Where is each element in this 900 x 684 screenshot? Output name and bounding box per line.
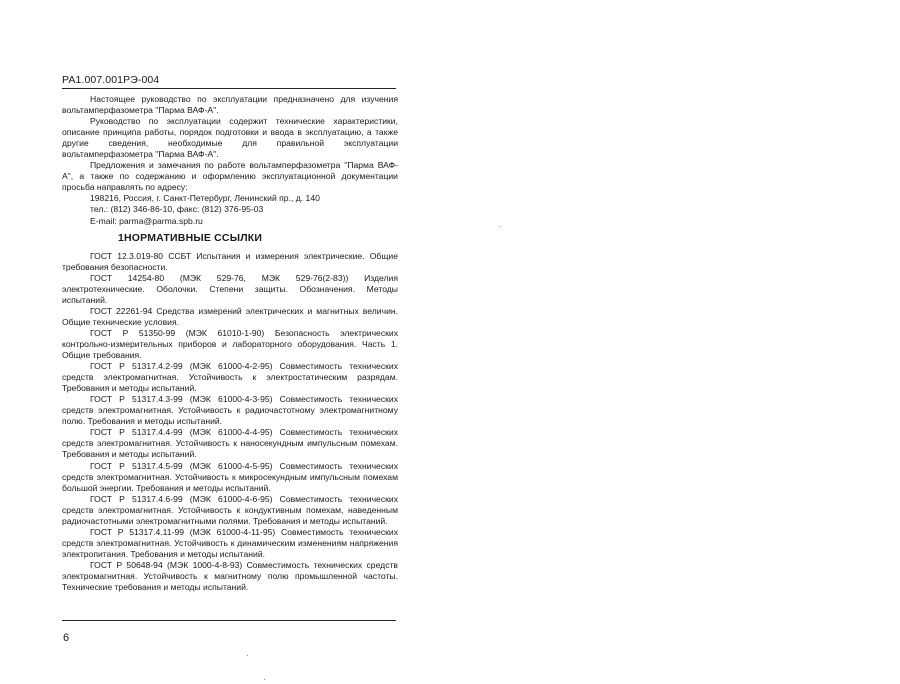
page-body (62, 94, 398, 593)
scan-speck (247, 655, 248, 656)
reference-item: ГОСТ Р 51317.4.5-99 (МЭК 61000-4-5-95) Совместимость технических средств электромагнитная. Устойчивость к микросекундным импульсным помехам большой энергии. Требования и методы испытаний. (62, 460, 398, 493)
reference-item: ГОСТ Р 51317.4.11-99 (МЭК 61000-4-11-95) Совместимость технических средств электромагнитная. Устойчивость к динамическим изменениям напряжения электропитания. Требования и методы испытаний. (62, 526, 398, 559)
reference-item: ГОСТ Р 51317.4.6-99 (МЭК 61000-4-6-95) Совместимость технических средств электромагнитная. Устойчивость к кондуктивным помехам, наведенным радиочастотными электромагнитными полями. Требования и методы испытаний. (62, 493, 398, 526)
reference-item: ГОСТ Р 51350-99 (МЭК 61010-1-90) Безопасность электрических контрольно-измерительных приборов и лабораторного оборудования. Часть 1. Общие требования. (62, 327, 398, 361)
page-number: 6 (63, 632, 70, 644)
section-heading (62, 233, 398, 244)
phone-fax: тел.: (812) 346-86-10, факс: (812) 376-95-03 (90, 204, 264, 215)
postal-address: 198216, Россия, г. Санкт-Петербург, Ленинский пр., д. 140 (90, 193, 320, 204)
document-page (62, 66, 398, 656)
email-address: E-mail: parma@parma.spb.ru (90, 215, 203, 226)
reference-item: ГОСТ 22261-94 Средства измерений электрических и магнитных величин. Общие технические условия. (62, 305, 398, 327)
section-title: НОРМАТИВНЫЕ ССЫЛКИ (124, 231, 263, 244)
reference-item: ГОСТ 12.3.019-80 ССБТ Испытания и измерения электрические. Общие требования безопасности. (62, 250, 398, 272)
document-code: РА1.007.001РЭ-004 (62, 74, 160, 86)
footer-divider (62, 620, 396, 621)
reference-item: ГОСТ Р 51317.4.3-99 (МЭК 61000-4-3-95) Совместимость технических средств электромагнитная. Устойчивость к радиочастотному электромагнитному полю. Требования и методы испытаний. (62, 394, 398, 427)
reference-item: ГОСТ Р 51317.4.4-99 (МЭК 61000-4-4-95) Совместимость технических средств электромагнитная. Устойчивость к наносекундным импульсным помехам. Требования и методы испытаний. (62, 427, 398, 460)
header-divider (62, 88, 396, 89)
section-number: 1 (118, 231, 125, 244)
reference-item: ГОСТ Р 51317.4.2-99 (МЭК 61000-4-2-95) Совместимость технических средств электромагнитная. Устойчивость к электростатическим разрядам. Требования и методы испытаний. (62, 361, 398, 394)
intro-paragraph-feedback: Предложения и замечания по работе вольтамперфазометра "Парма ВАФ-А", а также по содержанию и оформлению эксплуатационной документации просьба направлять по адресу: (62, 160, 398, 193)
scan-speck (500, 226, 501, 227)
intro-paragraph-purpose: Настоящее руководство по эксплуатации предназначено для изучения вольтамперфазометра "Парма ВАФ-А". (62, 94, 398, 116)
intro-paragraph-contents: Руководство по эксплуатации содержит технические характеристики, описание принципа работы, порядок подготовки и ввода в эксплуатацию, а также другие сведения, необходимые для правильной эксплуатации вольтамперфазометра "Парма ВАФ-А". (62, 116, 398, 160)
scan-speck (264, 679, 265, 680)
reference-item: ГОСТ 14254-80 (МЭК 529-76, МЭК 529-76(2-83)) Изделия электротехнические. Оболочки. Степени защиты. Обозначения. Методы испытаний. (62, 272, 398, 305)
reference-item: ГОСТ Р 50648-94 (МЭК 1000-4-8-93) Совместимость технических средств электромагнитная. Устойчивость к магнитному полю промышленной частоты. Технические требования и методы испытаний. (62, 559, 398, 593)
